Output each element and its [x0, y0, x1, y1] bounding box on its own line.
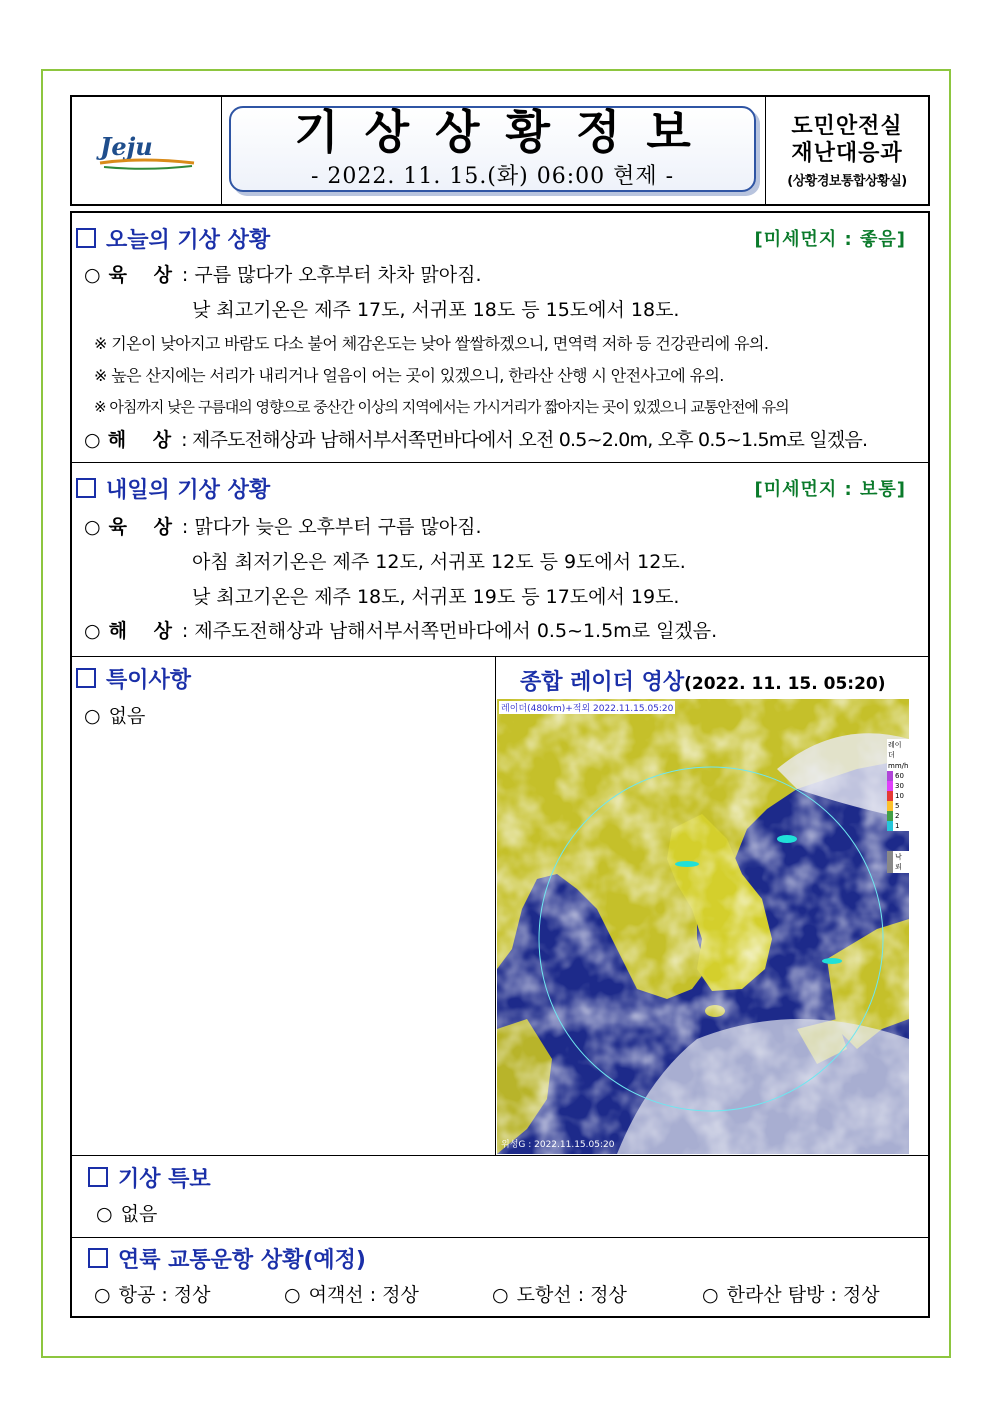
circle-bullet-icon: ○	[84, 429, 100, 451]
special-section-head	[72, 661, 492, 695]
page-subtitle: - 2022. 11. 15.(화) 06:00 현제 -	[310, 163, 675, 189]
today-note1: ※ 기온이 낮아지고 바람도 다소 불어 체감온도는 낮아 쌀쌀하겠으니, 면역력 저하 등 건강관리에 유의.	[94, 334, 769, 353]
legend-value: 2	[887, 811, 909, 821]
dept-cell	[766, 97, 928, 204]
radar-image	[497, 699, 909, 1154]
today-dust-badge: [미세먼지 : 좋음]	[754, 229, 906, 250]
legend-value: 5	[887, 801, 909, 811]
divider	[72, 462, 928, 463]
special-title: 특이사항	[76, 663, 191, 694]
tomorrow-land-line1: ○ 육 상: 맑다가 늦은 오후부터 구름 많아짐.	[84, 516, 482, 538]
report-body	[70, 211, 930, 1318]
legend-lightning: 낙뢰	[887, 851, 909, 873]
svg-text:Jeju: Jeju	[99, 131, 153, 161]
jeju-logo	[92, 127, 202, 175]
radar-caption: 레이더(480km)+적외 2022.11.15.05:20	[499, 701, 675, 714]
traffic-item-air: ○ 항공 : 정상	[94, 1284, 211, 1306]
tomorrow-land-line2: 아침 최저기온은 제주 12도, 서귀포 12도 등 9도에서 12도.	[192, 551, 686, 573]
page-title: 기상상황정보	[294, 104, 717, 159]
special-item: ○ 없음	[84, 705, 146, 727]
circle-bullet-icon: ○	[284, 1284, 301, 1306]
dept-line1: 도민안전실	[791, 113, 903, 139]
dept-line3: (상황경보통합상황실)	[787, 173, 907, 189]
radar-map	[497, 699, 909, 1154]
today-note2: ※ 높은 산지에는 서리가 내리거나 얼음이 어는 곳이 있겠으니, 한라산 산행 시 안전사고에 유의.	[94, 366, 724, 385]
legend-value: 1	[887, 821, 909, 831]
checkbox-square-icon	[88, 1248, 108, 1268]
tomorrow-sea-line: ○ 해 상: 제주도전해상과 남해서부서쪽먼바다에서 0.5~1.5m로 일겠음.	[84, 620, 718, 642]
tomorrow-land-line3: 낮 최고기온은 제주 18도, 서귀포 19도 등 17도에서 19도.	[192, 586, 680, 608]
logo-cell	[72, 97, 222, 204]
tomorrow-title: 내일의 기상 상황	[76, 473, 270, 504]
checkbox-square-icon	[76, 478, 96, 498]
today-section-head	[72, 221, 928, 255]
today-title: 오늘의 기상 상황	[76, 223, 270, 254]
legend-value: 60	[887, 771, 909, 781]
legend-unit: mm/h	[888, 762, 909, 770]
warning-section-head	[72, 1160, 928, 1194]
column-divider	[495, 656, 496, 1155]
traffic-item-ferry: ○ 여객선 : 정상	[284, 1284, 419, 1306]
circle-bullet-icon: ○	[84, 516, 101, 538]
checkbox-square-icon	[76, 228, 96, 248]
tomorrow-section-head	[72, 471, 928, 505]
radar-footer: 위성G : 2022.11.15.05:20	[501, 1140, 615, 1150]
traffic-section-head	[72, 1241, 928, 1275]
circle-bullet-icon: ○	[84, 620, 101, 642]
radar-legend	[887, 739, 909, 873]
circle-bullet-icon: ○	[94, 1284, 111, 1306]
today-note3: ※ 아침까지 낮은 구름대의 영향으로 중산간 이상의 지역에서는 가시거리가 짧아지는 곳이 있겠으니 교통안전에 유의	[94, 398, 789, 416]
circle-bullet-icon: ○	[84, 264, 101, 286]
header	[70, 95, 930, 206]
title-box	[229, 106, 756, 192]
checkbox-square-icon	[88, 1167, 108, 1187]
today-sea-line: ○ 해 상: 제주도전해상과 남해서부서쪽먼바다에서 오전 0.5~2.0m, 오후 0.5~1.5m로 일겠음.	[84, 429, 868, 451]
traffic-item-island-ferry: ○ 도항선 : 정상	[492, 1284, 627, 1306]
title-cell	[222, 97, 766, 204]
legend-value: 30	[887, 781, 909, 791]
today-land-line2: 낮 최고기온은 제주 17도, 서귀포 18도 등 15도에서 18도.	[192, 299, 680, 321]
dept-line2: 재난대응과	[791, 141, 903, 166]
traffic-title: 연륙 교통운항 상황(예정)	[88, 1243, 366, 1274]
traffic-item-hallasan: ○ 한라산 탐방 : 정상	[702, 1284, 880, 1306]
today-land-line1: ○ 육 상: 구름 많다가 오후부터 차차 맑아짐.	[84, 264, 482, 286]
divider	[72, 656, 928, 657]
legend-value: 10	[887, 791, 909, 801]
circle-bullet-icon: ○	[492, 1284, 509, 1306]
warning-title: 기상 특보	[88, 1162, 211, 1193]
circle-bullet-icon: ○	[96, 1203, 113, 1225]
radar-title: 종합 레이더 영상(2022. 11. 15. 05:20)	[520, 670, 886, 695]
warning-item: ○ 없음	[96, 1203, 158, 1225]
tomorrow-dust-badge: [미세먼지 : 보통]	[754, 479, 906, 500]
legend-title: 레이더	[887, 739, 909, 761]
circle-bullet-icon: ○	[84, 705, 101, 727]
checkbox-square-icon	[76, 668, 96, 688]
circle-bullet-icon: ○	[702, 1284, 719, 1306]
radar-timestamp: (2022. 11. 15. 05:20)	[684, 674, 886, 694]
divider	[72, 1155, 928, 1156]
divider	[72, 1237, 928, 1238]
